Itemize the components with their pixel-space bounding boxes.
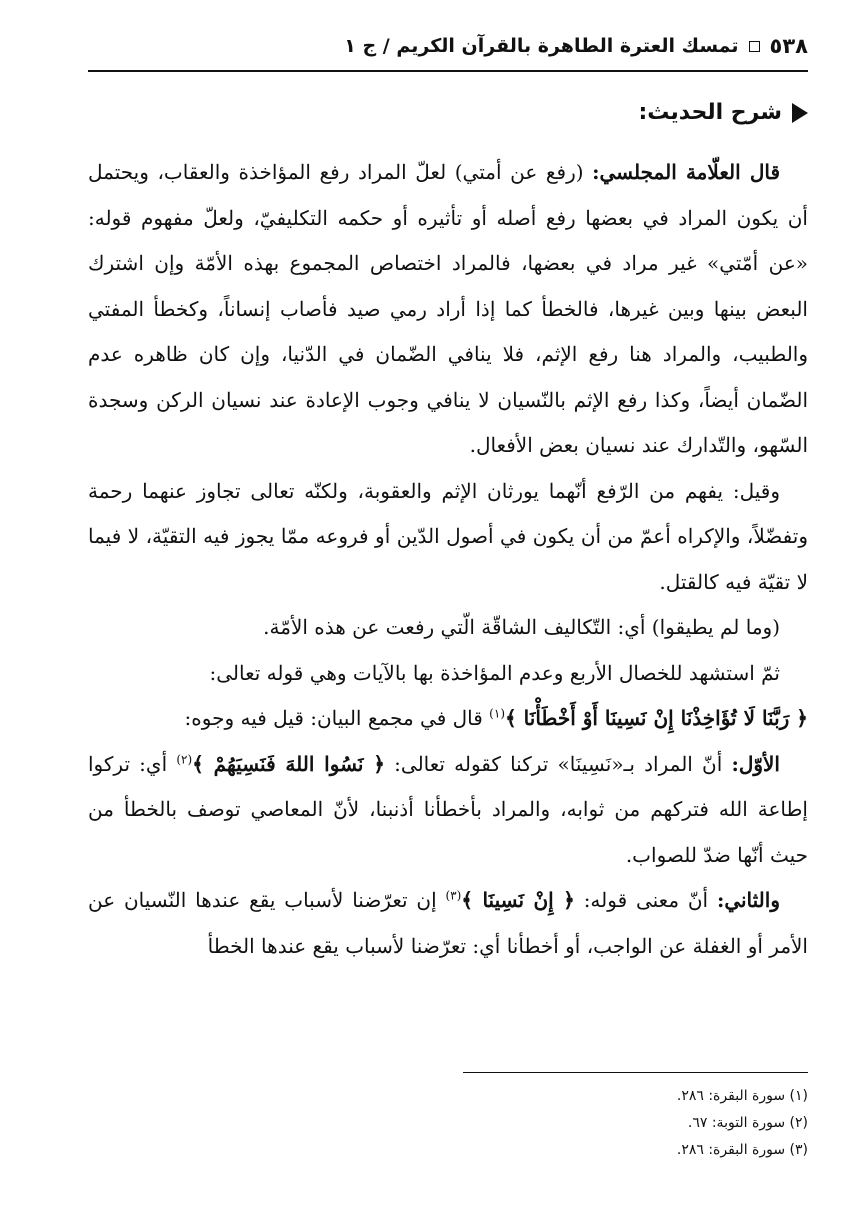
footnote-ref-2: (٢): [176, 751, 193, 766]
paragraph-second: [88, 878, 808, 969]
quran-verse: ﴿ إِنْ نَسِينَا ﴾: [461, 888, 575, 912]
paragraph-text: وقيل: يفهم من الرّفع أنّهما يورثان الإثم والعقوبة، ولكنّه تعالى تجاوز عنهما رحمة وتفضّلاً، والإكراه أعمّ من أن يكون في أصول الدّين أو فروعه ممّا يجوز فيه التقيّة، لا فيما لا تقيّة فيه كالقتل.: [88, 478, 808, 594]
paragraph-text: ثمّ استشهد للخصال الأربع وعدم المؤاخذة بها بالآيات وهي قوله تعالى:: [209, 660, 780, 685]
paragraph-text: قال في مجمع البيان: قيل فيه وجوه:: [184, 706, 490, 730]
running-header: [88, 28, 808, 64]
footnote-3: (٣) سورة البقرة: ٢٨٦.: [676, 1142, 808, 1158]
book-title: تمسك العترة الطاهرة بالقرآن الكريم / ج ١: [344, 35, 739, 57]
paragraph-text: أنّ معنى قوله:: [574, 888, 717, 912]
footnotes: [88, 1083, 808, 1164]
quran-verse: ﴿ رَبَّنَا لَا تُؤَاخِذْنَا إِنْ نَسِينَا أَوْ أَخْطَأْنَا ﴾: [505, 706, 808, 730]
footnote-ref-3: (٣): [445, 888, 462, 903]
paragraph-first: [88, 742, 808, 879]
paragraph-label: الأوّل:: [731, 751, 780, 776]
footnote-divider: [463, 1072, 808, 1073]
header-divider: [88, 70, 808, 72]
paragraph-istashhad: [88, 651, 808, 697]
paragraph-text: (وما لم يطيقوا) أي: التّكاليف الشاقّة الّتي رفعت عن هذه الأمّة.: [263, 615, 780, 639]
footnote-1: (١) سورة البقرة: ٢٨٦.: [676, 1088, 808, 1104]
square-separator-icon: [749, 41, 760, 52]
paragraph-text: (رفع عن أمتي) لعلّ المراد رفع المؤاخذة والعقاب، ويحتمل أن يكون المراد في بعضها رفع أصله أو تأثيره أو حكمه التكليفيّ، ولعلّ مفهوم قوله: «عن أمّتي» غير مراد في بعضها، فالمراد اختصاص المجموع بهذه الأمّة وإن اشترك البعض بينها وبين غيرها، فالخطأ كما إذا أراد رمي صيد فأصاب إنساناً، وكخطأ المفتي والطبيب، والمراد هنا رفع الإثم، فلا ينافي الضّمان في الدّنيا، وإن كان ظاهره عدم الضّمان أيضاً، وكذا رفع الإثم بالنّسيان لا ينافي وجوب الإعادة عند نسيان الركن وسجدة السّهو، والتّدارك عند نسيان بعض الأفعال.: [88, 160, 808, 457]
paragraph-label: قال العلّامة المجلسي:: [592, 160, 781, 184]
triangle-marker-icon: [792, 103, 808, 123]
section-heading: [88, 100, 808, 125]
paragraph-text: أنّ المراد بـ«نَسِينَا» تركنا كقوله تعالى:: [384, 751, 732, 776]
quran-verse: ﴿ نَسُوا اللهَ فَنَسِيَهُمْ ﴾: [192, 751, 385, 776]
page-number: ٥٣٨: [769, 34, 808, 58]
paragraph-majlisi: [88, 150, 808, 469]
paragraph-qil: [88, 469, 808, 606]
main-text: [88, 150, 808, 969]
paragraph-text: أي: تركوا إطاعة الله فتركهم من ثوابه، والمراد بأخطأنا أذنبنا، لأنّ المعاصي توصف بالخطأ من حيث أنّها ضدّ للصواب.: [88, 751, 808, 867]
section-title-text: شرح الحديث:: [638, 100, 782, 125]
paragraph-wa-ma-lam-yutiqu: [88, 605, 808, 651]
footnote-2: (٢) سورة التوبة: ٦٧.: [687, 1115, 808, 1131]
paragraph-text: إن تعرّضنا لأسباب يقع عندها النّسيان عن الأمر أو الغفلة عن الواجب، أو أخطأنا أي: تعرّضنا لأسباب يقع عندها الخطأ: [88, 888, 808, 958]
paragraph-label: والثاني:: [716, 888, 780, 912]
book-page: [88, 0, 808, 1212]
paragraph-verse: [88, 696, 808, 742]
footnote-ref-1: (١): [489, 706, 505, 721]
